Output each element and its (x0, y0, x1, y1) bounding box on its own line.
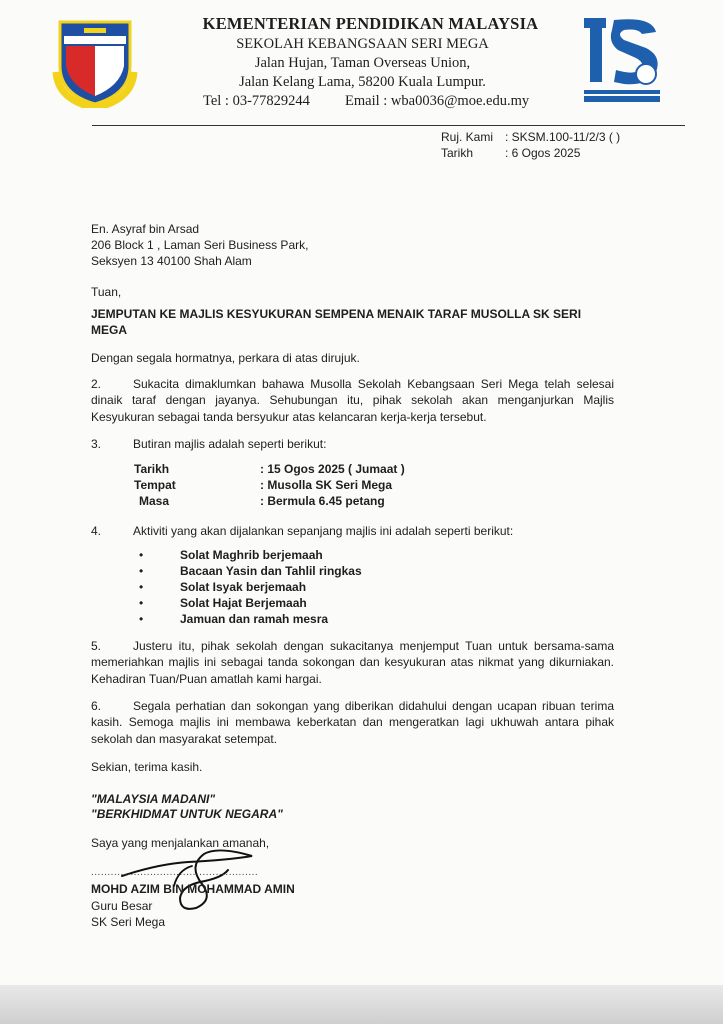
detail-value-venue: : Musolla SK Seri Mega (260, 478, 393, 492)
ministry-name: KEMENTERIAN PENDIDIKAN MALAYSIA (202, 14, 539, 33)
slogan-berkhidmat: "BERKHIDMAT UNTUK NEGARA" (91, 807, 283, 821)
paragraph-5 (91, 638, 614, 687)
paragraph-6 (91, 698, 614, 747)
activity-item: Solat Maghrib berjemaah (180, 548, 323, 562)
signature-line: ................................................... (91, 867, 259, 878)
paragraph-5-text: Justeru itu, pihak sekolah dengan sukacitanya menjemput Tuan untuk bersama-sama memeriahkan majlis ini sebagai tanda sokongan dan kesyukuran atas nikmat yang dikurniakan. Kehadiran Tuan/Puan amatlah kami hargai. (91, 639, 614, 686)
detail-label-time: Masa (139, 494, 170, 508)
school-email: Email : wba0036@moe.edu.my (345, 93, 530, 109)
paragraph-2-text: Sukacita dimaklumkan bahawa Musolla Sekolah Kebangsaan Seri Mega telah selesai dinaik taraf dengan jayanya. Sehubungan itu, pihak sekolah akan menganjurkan Majlis Kesyukuran sebagai tanda bersyukur atas kelancaran kerja-kerja tersebut. (91, 377, 614, 424)
detail-value-date: : 15 Ogos 2025 ( Jumaat ) (260, 462, 405, 476)
activity-item: Solat Isyak berjemaah (180, 580, 307, 594)
detail-label-date: Tarikh (134, 462, 170, 476)
signatory-name: MOHD AZIM BIN MOHAMMAD AMIN (91, 882, 295, 896)
activity-item: Solat Hajat Berjemaah (180, 596, 307, 610)
slogan-malaysia-madani: "MALAYSIA MADANI" (91, 792, 216, 806)
opening-line: Dengan segala hormatnya, perkara di atas dirujuk. (91, 351, 360, 365)
scan-shadow (0, 985, 723, 1024)
recipient-address-2: Seksyen 13 40100 Shah Alam (91, 254, 252, 268)
paragraph-4-number: 4. (91, 524, 102, 538)
signatory-school: SK Seri Mega (91, 915, 166, 929)
list-bullet: • (139, 580, 144, 594)
paragraph-4-text: Aktiviti yang akan dijalankan sepanjang majlis ini adalah seperti berikut: (133, 524, 514, 538)
subject-line-2: MEGA (91, 323, 127, 337)
list-bullet: • (139, 564, 144, 578)
paragraph-2-number: 2. (91, 377, 102, 391)
ref-value: : SKSM.100-11/2/3 ( ) (505, 130, 621, 144)
paragraph-6-text: Segala perhatian dan sokongan yang diberikan didahului dengan ucapan ribuan terima kasih. Semoga majlis ini membawa keberkatan dan mengeratkan lagi ukhuwah antara pihak sekolah dan masyarakat setempat. (91, 699, 614, 746)
school-telephone: Tel : 03-77829244 (203, 93, 310, 109)
date-value: : 6 Ogos 2025 (505, 146, 581, 160)
activity-item: Jamuan dan ramah mesra (180, 612, 329, 626)
subject-line-1: JEMPUTAN KE MAJLIS KESYUKURAN SEMPENA MENAIK TARAF MUSOLLA SK SERI (91, 307, 582, 321)
salutation: Tuan, (91, 285, 122, 299)
closing-line: Sekian, terima kasih. (91, 760, 203, 774)
ref-label: Ruj. Kami (441, 130, 494, 144)
list-bullet: • (139, 548, 144, 562)
activity-item: Bacaan Yasin dan Tahlil ringkas (180, 564, 362, 578)
signatory-title: Guru Besar (91, 899, 153, 913)
paragraph-3-number: 3. (91, 437, 102, 451)
list-bullet: • (139, 596, 144, 610)
letterhead-divider (92, 125, 685, 126)
school-address-line-1: Jalan Hujan, Taman Overseas Union, (254, 55, 471, 71)
trust-line: Saya yang menjalankan amanah, (91, 836, 270, 850)
paragraph-3 (91, 436, 614, 452)
paragraph-5-number: 5. (91, 639, 102, 653)
paragraph-4 (91, 523, 614, 539)
date-label: Tarikh (441, 146, 474, 160)
detail-value-time: : Bermula 6.45 petang (260, 494, 385, 508)
recipient-address-1: 206 Block 1 , Laman Seri Business Park, (91, 238, 309, 252)
detail-label-venue: Tempat (134, 478, 176, 492)
paragraph-3-text: Butiran majlis adalah seperti berikut: (133, 437, 327, 451)
recipient-name: En. Asyraf bin Arsad (91, 222, 200, 236)
paragraph-6-number: 6. (91, 699, 102, 713)
list-bullet: • (139, 612, 144, 626)
school-name: SEKOLAH KEBANGSAAN SERI MEGA (236, 36, 489, 52)
school-address-line-2: Jalan Kelang Lama, 58200 Kuala Lumpur. (239, 74, 486, 90)
paragraph-2 (91, 376, 614, 425)
